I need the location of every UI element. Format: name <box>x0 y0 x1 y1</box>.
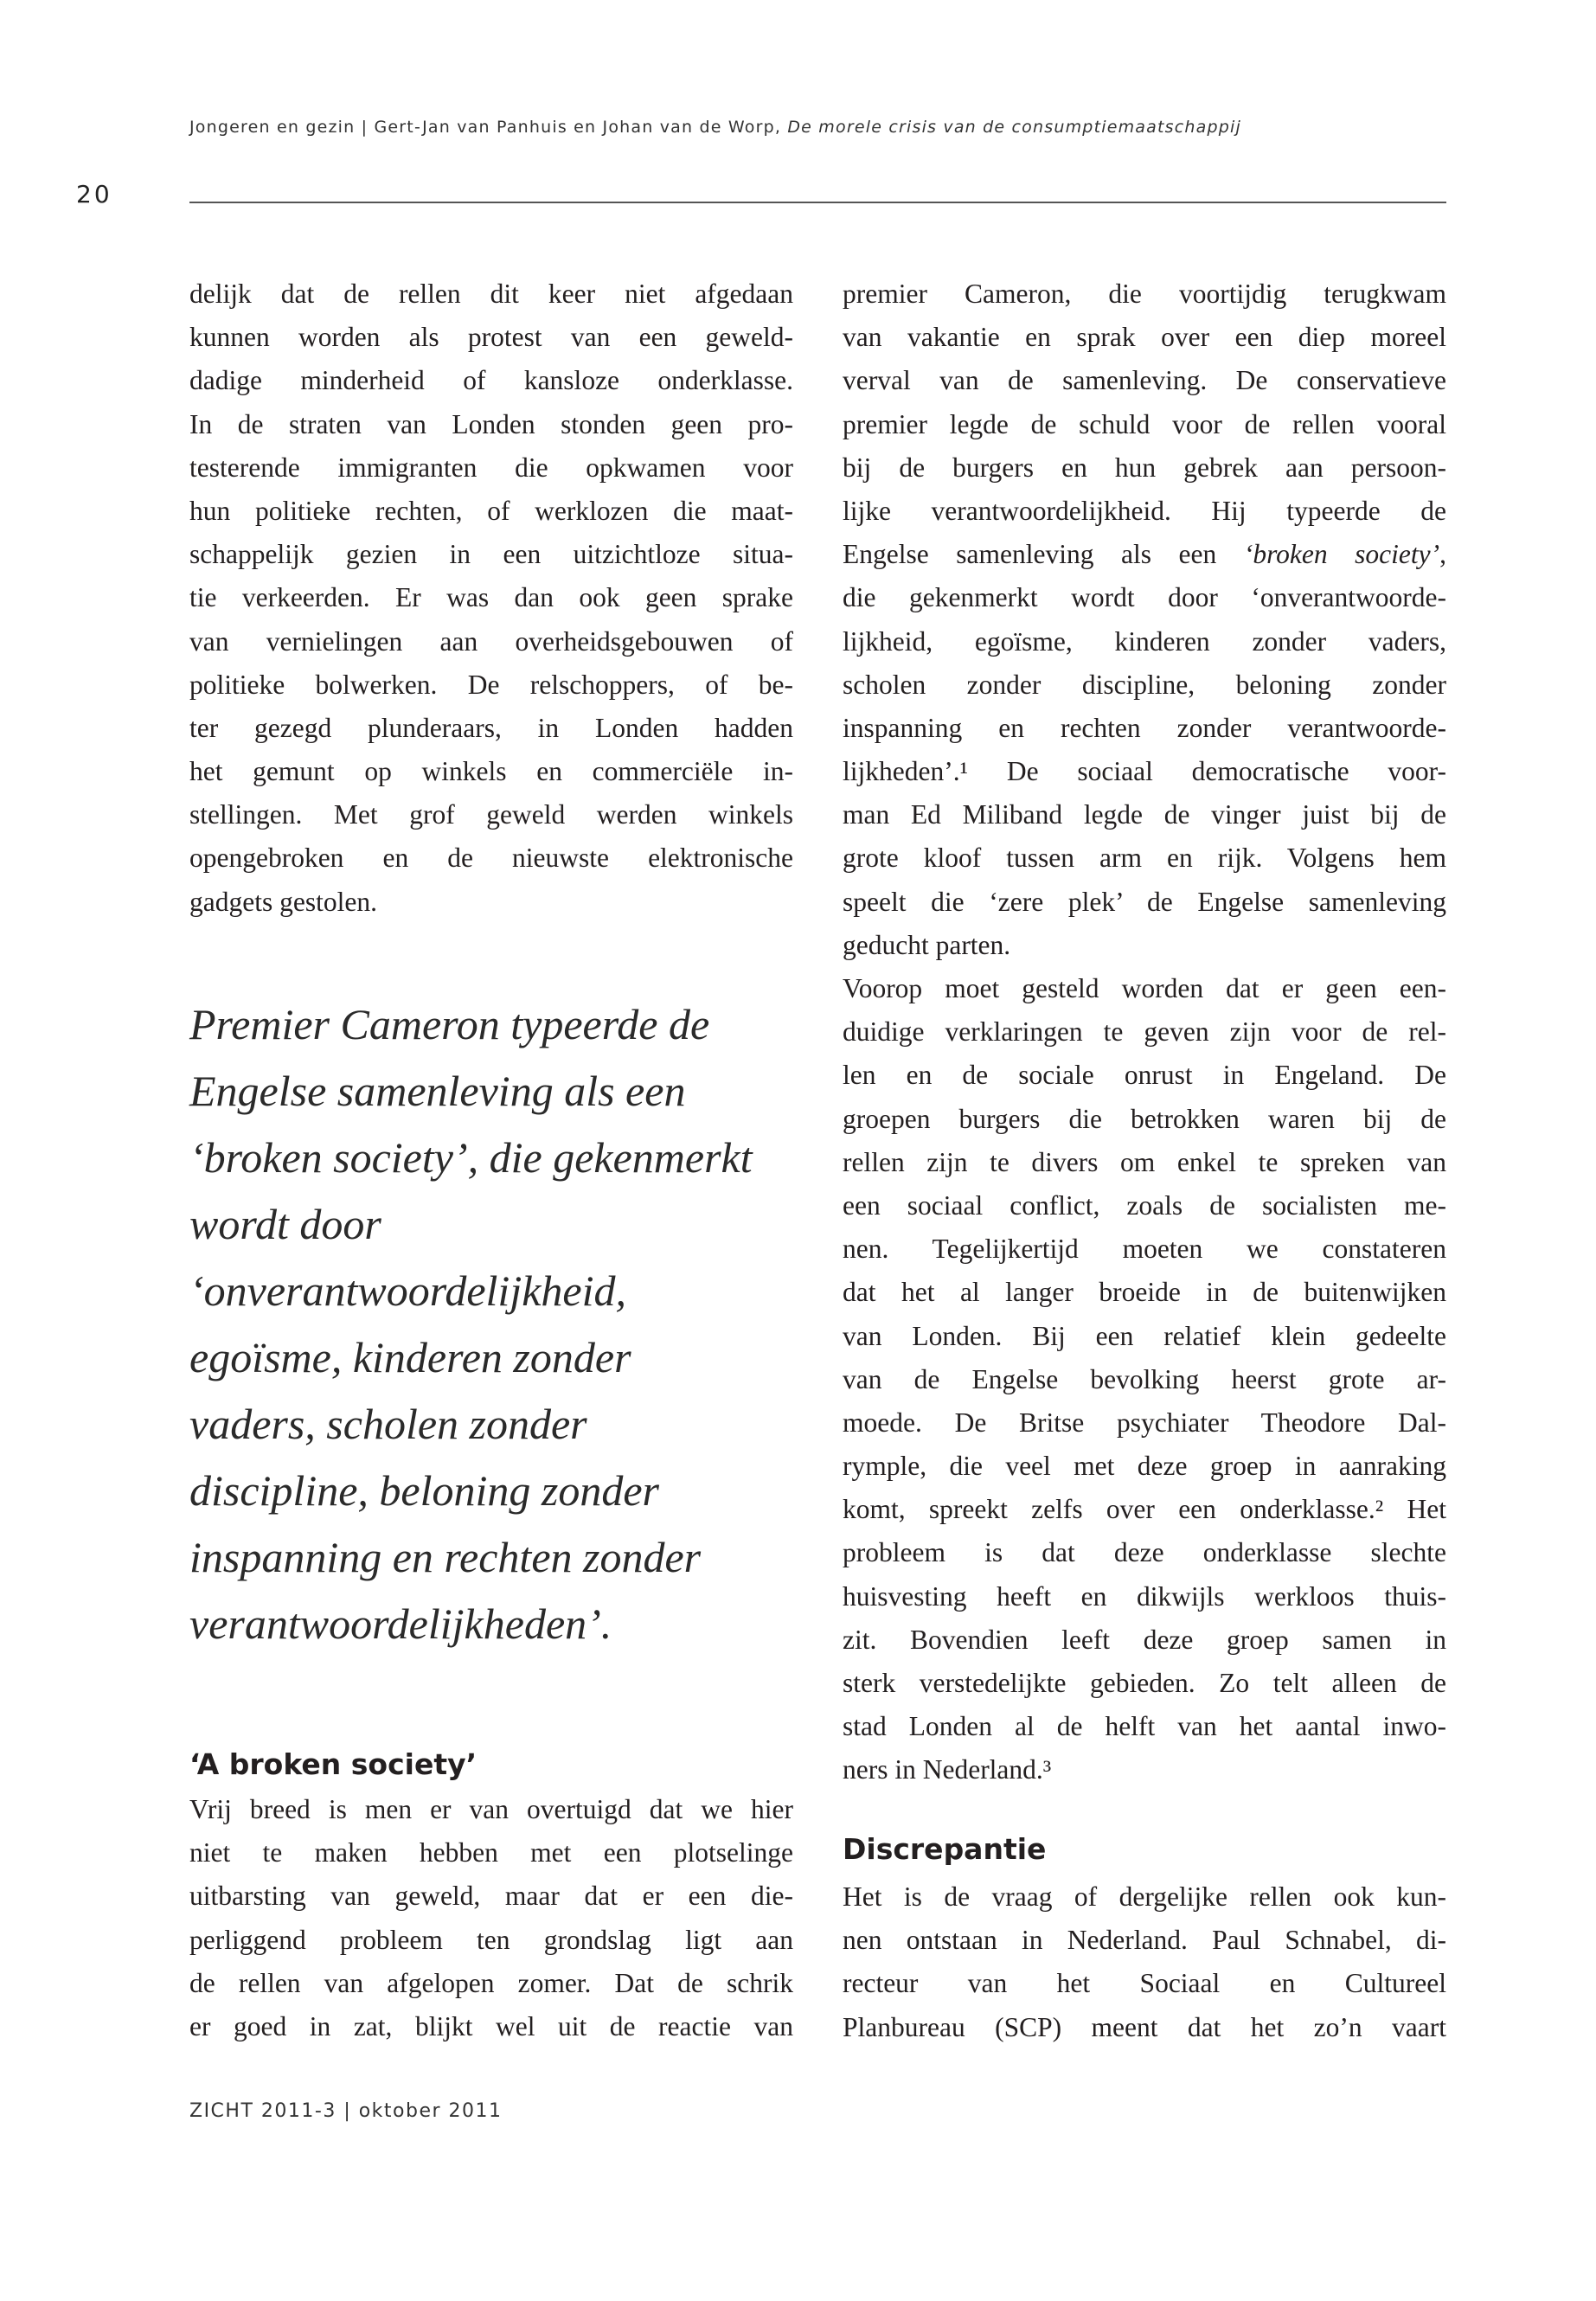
text-line: In de straten van Londen stonden geen pro- <box>189 408 793 439</box>
text-line: stad Londen al de helft van het aantal inwo- <box>843 1711 1446 1742</box>
text-line: lijkheid, egoïsme, kinderen zonder vaders, <box>843 625 1446 657</box>
text-line: gadgets gestolen. <box>189 886 377 917</box>
text-line: dat het al langer broeide in de buitenwijken <box>843 1277 1446 1308</box>
text-line: die gekenmerkt wordt door ‘onverantwoorde- <box>843 582 1446 613</box>
running-head-title: De morele crisis van de consumptiemaatschappij <box>787 118 1241 137</box>
text-line: komt, spreekt zelfs over een onderklasse.² Het <box>843 1494 1446 1525</box>
text-line: van Londen. Bij een relatief klein gedeelte <box>843 1320 1446 1351</box>
text-line: hun politieke rechten, of werklozen die maat- <box>189 495 793 526</box>
text-line: er goed in zat, blijkt wel uit de reactie van <box>189 2010 793 2041</box>
text-line: nen. Tegelijkertijd moeten we constateren <box>843 1234 1446 1265</box>
text-line: rellen zijn te divers om enkel te spreken van <box>843 1146 1446 1177</box>
right-paragraph-3 <box>843 1875 1446 2049</box>
text-line: egoïsme, kinderen zonder <box>189 1333 631 1381</box>
text-line: vaders, scholen zonder <box>189 1400 587 1448</box>
text-line: het gemunt op winkels en commerciële in- <box>189 756 793 787</box>
text-line: uitbarsting van geweld, maar dat er een die- <box>189 1881 793 1912</box>
text-line: geducht parten. <box>843 929 1011 960</box>
text-line: scholen zonder discipline, beloning zonder <box>843 669 1446 700</box>
text-line: duidige verklaringen te geven zijn voor de rel- <box>843 1016 1446 1048</box>
footer-issue: ZICHT 2011-3 | oktober 2011 <box>189 2100 503 2122</box>
text-line: wordt door <box>189 1200 381 1248</box>
text-line: recteur van het Sociaal en Cultureel <box>843 1968 1446 1999</box>
pull-quote <box>189 991 793 1657</box>
right-paragraph-1 <box>843 272 1446 967</box>
text-line: politieke bolwerken. De relschoppers, of be- <box>189 669 793 700</box>
section-heading-broken-society: ‘A broken society’ <box>189 1747 478 1781</box>
text-line <box>843 533 1446 576</box>
text-line: nen ontstaan in Nederland. Paul Schnabel, di- <box>843 1925 1446 1956</box>
text-line: inspanning en rechten zonder <box>189 1533 702 1581</box>
text-line: verval van de samenleving. De conservatieve <box>843 365 1446 396</box>
text-line: ‘onverantwoordelijkheid, <box>189 1266 626 1315</box>
text-line: delijk dat de rellen dit keer niet afgedaan <box>189 279 793 309</box>
text-line: van vakantie en sprak over een diep moreel <box>843 322 1446 353</box>
text-line: stellingen. Met grof geweld werden winkels <box>189 799 793 830</box>
section-heading-discrepantie: Discrepantie <box>843 1832 1047 1866</box>
header-rule <box>189 202 1446 203</box>
text-line: discipline, beloning zonder <box>189 1466 659 1515</box>
text-line: probleem is dat deze onderklasse slechte <box>843 1537 1446 1568</box>
text-line: tie verkeerden. Er was dan ook geen sprake <box>189 582 793 613</box>
text-line: van de Engelse bevolking heerst grote ar- <box>843 1363 1446 1394</box>
text-line: moede. De Britse psychiater Theodore Dal- <box>843 1407 1446 1438</box>
text-line: Het is de vraag of dergelijke rellen ook kun- <box>843 1881 1446 1912</box>
text-line: sterk verstedelijkte gebieden. Zo telt alleen de <box>843 1668 1446 1698</box>
text-line: schappelijk gezien in een uitzichtloze situa- <box>189 539 793 570</box>
running-head-authors: Jongeren en gezin | Gert-Jan van Panhuis en Johan van de Worp, <box>189 118 788 137</box>
left-paragraph-2 <box>189 1788 793 2048</box>
text-line: len en de sociale onrust in Engeland. De <box>843 1060 1446 1091</box>
page-number: 20 <box>76 180 112 208</box>
text-line: huisvesting heeft en dikwijls werkloos thuis- <box>843 1580 1446 1612</box>
right-paragraph-2 <box>843 967 1446 1792</box>
text-line: een sociaal conflict, zoals de socialisten me- <box>843 1189 1446 1221</box>
text-line: testerende immigranten die opkwamen voor <box>189 452 793 483</box>
text-line: Voorop moet gesteld worden dat er geen een- <box>843 973 1446 1003</box>
running-header <box>189 118 1241 137</box>
text-line: Premier Cameron typeerde de <box>189 1000 710 1048</box>
text-line: Vrij breed is men er van overtuigd dat we hier <box>189 1794 793 1824</box>
text-line: rymple, die veel met deze groep in aanraking <box>843 1451 1446 1482</box>
text-line: ners in Nederland.³ <box>843 1754 1052 1785</box>
text-line: speelt die ‘zere plek’ de Engelse samenleving <box>843 886 1446 917</box>
text-line: premier Cameron, die voortijdig terugkwam <box>843 279 1446 309</box>
text-line: dadige minderheid of kansloze onderklasse. <box>189 365 793 396</box>
text-line: lijke verantwoordelijkheid. Hij typeerde de <box>843 495 1446 526</box>
text-line: zit. Bovendien leeft deze groep samen in <box>843 1624 1446 1655</box>
text-line: verantwoordelijkheden’. <box>189 1599 612 1648</box>
text-line: de rellen van afgelopen zomer. Dat de schrik <box>189 1967 793 1998</box>
text-line: ‘broken society’, die gekenmerkt <box>189 1133 753 1182</box>
text-segment: , <box>1439 539 1446 570</box>
text-line: grote kloof tussen arm en rijk. Volgens hem <box>843 843 1446 874</box>
text-line: premier legde de schuld voor de rellen vooral <box>843 408 1446 439</box>
text-segment: Engelse samenleving als een <box>843 539 1244 570</box>
text-line: kunnen worden als protest van een geweld- <box>189 322 793 353</box>
text-line: Engelse samenleving als een <box>189 1067 686 1115</box>
text-line: niet te maken hebben met een plotselinge <box>189 1837 793 1868</box>
text-line: lijkheden’.¹ De sociaal democratische voor- <box>843 756 1446 787</box>
text-line: bij de burgers en hun gebrek aan persoon- <box>843 452 1446 483</box>
text-line: inspanning en rechten zonder verantwoorde- <box>843 712 1446 743</box>
text-line: man Ed Miliband legde de vinger juist bij de <box>843 799 1446 830</box>
text-line: Planbureau (SCP) meent dat het zo’n vaart <box>843 2011 1446 2042</box>
text-line: opengebroken en de nieuwste elektronische <box>189 843 793 874</box>
text-line: ter gezegd plunderaars, in Londen hadden <box>189 712 793 743</box>
text-line: perliggend probleem ten grondslag ligt aan <box>189 1924 793 1955</box>
text-line: groepen burgers die betrokken waren bij de <box>843 1103 1446 1134</box>
left-paragraph-1 <box>189 272 793 924</box>
text-line: van vernielingen aan overheidsgebouwen of <box>189 625 793 657</box>
italic-phrase: ‘broken society’ <box>1243 539 1440 570</box>
